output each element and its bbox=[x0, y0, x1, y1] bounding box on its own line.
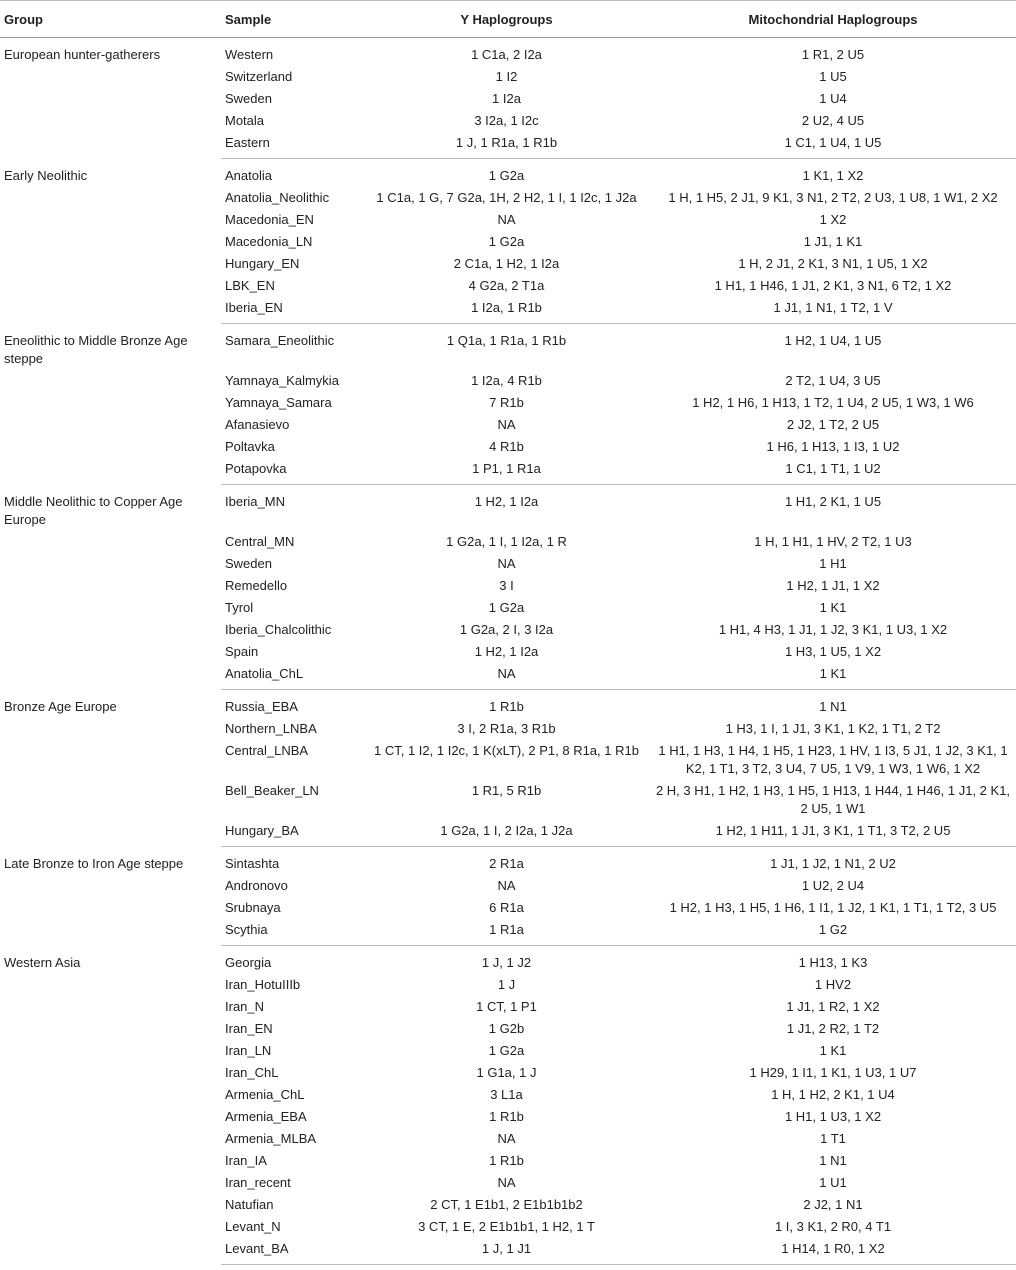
header-y-haplogroups: Y Haplogroups bbox=[363, 1, 650, 38]
mito-haplogroups: 1 H2, 1 H6, 1 H13, 1 T2, 1 U4, 2 U5, 1 W3, 1 W6 bbox=[692, 395, 974, 410]
mito-haplogroups: 1 U2, 2 U4 bbox=[801, 878, 865, 893]
sample-name: Iran_N bbox=[225, 999, 265, 1014]
group-name: Eneolithic to Middle Bronze Age steppe bbox=[4, 332, 188, 366]
sample-name: Yamnaya_Kalmykia bbox=[225, 373, 339, 388]
mito-haplogroups: 1 H6, 1 H13, 1 I3, 1 U2 bbox=[766, 439, 900, 454]
mito-haplogroups: 1 H13, 1 K3 bbox=[798, 955, 868, 970]
table-row bbox=[0, 159, 1016, 188]
sample-name: Potapovka bbox=[221, 458, 363, 485]
sample-name: Iberia_Chalcolithic bbox=[225, 622, 332, 637]
mito-haplogroups: 1 R1, 2 U5 bbox=[801, 47, 865, 62]
sample-name: Armenia_ChL bbox=[225, 1087, 305, 1102]
sample-name: Macedonia_EN bbox=[225, 212, 314, 227]
sample-name: Iran_HotuIIIb bbox=[225, 977, 301, 992]
y-haplogroups: 1 I2a, 4 R1b bbox=[471, 373, 542, 388]
sample-name: Russia_EBA bbox=[225, 699, 298, 714]
header-group: Group bbox=[0, 1, 221, 38]
y-haplogroups: 3 I2a, 1 I2c bbox=[474, 113, 539, 128]
mito-haplogroups: 1 U5 bbox=[819, 69, 847, 84]
sample-name: Iran_EN bbox=[225, 1021, 273, 1036]
group-name: Middle Neolithic to Copper Age Europe bbox=[4, 493, 183, 527]
sample-name: Bell_Beaker_LN bbox=[225, 783, 319, 798]
sample-name: Natufian bbox=[225, 1197, 274, 1212]
y-haplogroups: 2 R1a bbox=[489, 856, 524, 871]
mito-haplogroups: 1 J1, 1 K1 bbox=[803, 234, 863, 249]
mito-haplogroups: 1 J1, 1 R2, 1 X2 bbox=[786, 999, 880, 1014]
y-haplogroups: 2 C1a, 1 H2, 1 I2a bbox=[453, 256, 560, 271]
y-haplogroups: 1 I2 bbox=[495, 69, 518, 84]
sample-name: Sweden bbox=[225, 91, 272, 106]
y-haplogroups: 1 Q1a, 1 R1a, 1 R1b bbox=[446, 333, 567, 348]
group-name: Late Bronze to Iron Age steppe bbox=[4, 855, 184, 871]
y-haplogroups: 1 J, 1 R1a, 1 R1b bbox=[363, 132, 650, 159]
sample-name: Afanasievo bbox=[225, 417, 290, 432]
sample-name: Hungary_EN bbox=[225, 256, 300, 271]
sample-name: Iran_LN bbox=[225, 1043, 272, 1058]
y-haplogroups: 1 G2a bbox=[488, 600, 525, 615]
y-haplogroups: 1 CT, 1 P1 bbox=[476, 999, 537, 1014]
sample-name: LBK_EN bbox=[225, 278, 275, 293]
mito-haplogroups: 1 J1, 1 J2, 1 N1, 2 U2 bbox=[770, 856, 896, 871]
sample-name: Levant_N bbox=[225, 1219, 281, 1234]
table-body bbox=[0, 38, 1016, 1265]
sample-name: Iran_ChL bbox=[225, 1065, 279, 1080]
y-haplogroups: 3 I, 2 R1a, 3 R1b bbox=[457, 721, 556, 736]
y-haplogroups: 1 G2a bbox=[488, 168, 525, 183]
table-row bbox=[0, 847, 1016, 876]
table-row bbox=[0, 324, 1016, 371]
mito-haplogroups: 1 N1 bbox=[819, 699, 847, 714]
y-haplogroups: 1 G2b bbox=[488, 1021, 525, 1036]
mito-haplogroups: 2 J2, 1 N1 bbox=[803, 1197, 863, 1212]
sample-name: Sintashta bbox=[225, 856, 280, 871]
group-name: Bronze Age Europe bbox=[4, 698, 117, 714]
sample-name: Levant_BA bbox=[221, 1238, 363, 1265]
y-haplogroups: 1 I2a, 1 R1b bbox=[363, 297, 650, 324]
mito-haplogroups: 1 U1 bbox=[819, 1175, 847, 1190]
mito-haplogroups: 1 H1, 1 U3, 1 X2 bbox=[784, 1109, 882, 1124]
sample-name: Anatolia_ChL bbox=[221, 663, 363, 690]
mito-haplogroups: 2 T2, 1 U4, 3 U5 bbox=[785, 373, 881, 388]
sample-name: Hungary_BA bbox=[221, 820, 363, 847]
y-haplogroups: 7 R1b bbox=[489, 395, 524, 410]
y-haplogroups: 1 I2a bbox=[492, 91, 521, 106]
mito-haplogroups: 1 J1, 2 R2, 1 T2 bbox=[786, 1021, 880, 1036]
y-haplogroups: 1 CT, 1 I2, 1 I2c, 1 K(xLT), 2 P1, 8 R1a, 1 R1b bbox=[374, 743, 639, 758]
mito-haplogroups: 1 H, 2 J1, 2 K1, 3 N1, 1 U5, 1 X2 bbox=[738, 256, 928, 271]
y-haplogroups: 1 P1, 1 R1a bbox=[363, 458, 650, 485]
y-haplogroups: 1 G2a, 1 I, 2 I2a, 1 J2a bbox=[363, 820, 650, 847]
mito-haplogroups: 1 HV2 bbox=[814, 977, 852, 992]
sample-name: Tyrol bbox=[225, 600, 254, 615]
sample-name: Motala bbox=[225, 113, 265, 128]
sample-name: Poltavka bbox=[225, 439, 275, 454]
y-haplogroups: 1 R1a bbox=[363, 919, 650, 946]
y-haplogroups: 6 R1a bbox=[489, 900, 524, 915]
sample-name: Armenia_EBA bbox=[225, 1109, 307, 1124]
sample-name: Iran_recent bbox=[225, 1175, 291, 1190]
y-haplogroups: 4 R1b bbox=[489, 439, 524, 454]
y-haplogroups: 1 G2a, 2 I, 3 I2a bbox=[459, 622, 554, 637]
mito-haplogroups: 1 K1, 1 X2 bbox=[802, 168, 864, 183]
y-haplogroups: NA bbox=[497, 417, 516, 432]
sample-name: Anatolia bbox=[225, 168, 272, 183]
mito-haplogroups: 1 K1 bbox=[819, 600, 847, 615]
y-haplogroups: 3 I bbox=[499, 578, 514, 593]
mito-haplogroups: 1 K1 bbox=[819, 1043, 847, 1058]
mito-haplogroups: 1 I, 3 K1, 2 R0, 4 T1 bbox=[774, 1219, 892, 1234]
mito-haplogroups: 1 H2, 1 H3, 1 H5, 1 H6, 1 I1, 1 J2, 1 K1, 1 T1, 1 T2, 3 U5 bbox=[669, 900, 997, 915]
y-haplogroups: NA bbox=[363, 663, 650, 690]
mito-haplogroups: 1 G2 bbox=[650, 919, 1016, 946]
mito-haplogroups: 1 C1, 1 U4, 1 U5 bbox=[650, 132, 1016, 159]
sample-name: Central_LNBA bbox=[225, 743, 309, 758]
y-haplogroups: NA bbox=[497, 1131, 516, 1146]
sample-name: Remedello bbox=[225, 578, 288, 593]
y-haplogroups: 1 G2a bbox=[488, 234, 525, 249]
mito-haplogroups: 2 H, 3 H1, 1 H2, 1 H3, 1 H5, 1 H13, 1 H44, 1 H46, 1 J1, 2 K1, 2 U5, 1 W1 bbox=[655, 783, 1011, 816]
mito-haplogroups: 1 N1 bbox=[819, 1153, 847, 1168]
sample-name: Sweden bbox=[225, 556, 272, 571]
mito-haplogroups: 1 H, 1 H1, 1 HV, 2 T2, 1 U3 bbox=[754, 534, 912, 549]
sample-name: Armenia_MLBA bbox=[225, 1131, 317, 1146]
mito-haplogroups: 1 H2, 1 J1, 1 X2 bbox=[786, 578, 880, 593]
y-haplogroups: 1 J, 1 J1 bbox=[363, 1238, 650, 1265]
table-row bbox=[0, 690, 1016, 719]
group-name: European hunter-gatherers bbox=[4, 47, 161, 62]
mito-haplogroups: 1 T1 bbox=[820, 1131, 846, 1146]
sample-name: Samara_Eneolithic bbox=[225, 333, 335, 348]
sample-name: Anatolia_Neolithic bbox=[225, 190, 330, 205]
mito-haplogroups: 1 X2 bbox=[819, 212, 847, 227]
y-haplogroups: 1 G2a bbox=[488, 1043, 525, 1058]
sample-name: Spain bbox=[225, 644, 259, 659]
y-haplogroups: 3 CT, 1 E, 2 E1b1b1, 1 H2, 1 T bbox=[418, 1219, 595, 1234]
y-haplogroups: 3 L1a bbox=[490, 1087, 523, 1102]
mito-haplogroups: 2 U2, 4 U5 bbox=[801, 113, 865, 128]
y-haplogroups: 2 CT, 1 E1b1, 2 E1b1b1b2 bbox=[430, 1197, 583, 1212]
header-sample: Sample bbox=[221, 1, 363, 38]
sample-name: Northern_LNBA bbox=[225, 721, 317, 736]
mito-haplogroups: 1 H2, 1 U4, 1 U5 bbox=[784, 333, 882, 348]
table-row bbox=[0, 946, 1016, 975]
mito-haplogroups: 1 H2, 1 H11, 1 J1, 3 K1, 1 T1, 3 T2, 2 U5 bbox=[650, 820, 1016, 847]
y-haplogroups: 1 G2a, 1 I, 1 I2a, 1 R bbox=[446, 534, 567, 549]
y-haplogroups: NA bbox=[497, 556, 516, 571]
sample-name: Srubnaya bbox=[225, 900, 281, 915]
sample-name: Eastern bbox=[221, 132, 363, 159]
table-row bbox=[0, 38, 1016, 67]
mito-haplogroups: 1 H3, 1 U5, 1 X2 bbox=[784, 644, 882, 659]
sample-name: Macedonia_LN bbox=[225, 234, 313, 249]
y-haplogroups: 1 H2, 1 I2a bbox=[474, 644, 539, 659]
y-haplogroups: 1 J, 1 J2 bbox=[481, 955, 532, 970]
mito-haplogroups: 1 H1, 4 H3, 1 J1, 1 J2, 3 K1, 1 U3, 1 X2 bbox=[718, 622, 948, 637]
mito-haplogroups: 1 H14, 1 R0, 1 X2 bbox=[650, 1238, 1016, 1265]
sample-name: Iberia_MN bbox=[225, 494, 285, 509]
y-haplogroups: 1 R1b bbox=[489, 699, 524, 714]
sample-name: Yamnaya_Samara bbox=[225, 395, 332, 410]
y-haplogroups: NA bbox=[497, 878, 516, 893]
sample-name: Iberia_EN bbox=[221, 297, 363, 324]
sample-name: Scythia bbox=[221, 919, 363, 946]
header-mito-haplogroups: Mitochondrial Haplogroups bbox=[650, 1, 1016, 38]
mito-haplogroups: 1 H1, 1 H46, 1 J1, 2 K1, 3 N1, 6 T2, 1 X2 bbox=[714, 278, 952, 293]
mito-haplogroups: 1 J1, 1 N1, 1 T2, 1 V bbox=[650, 297, 1016, 324]
y-haplogroups: NA bbox=[497, 1175, 516, 1190]
sample-name: Western bbox=[225, 47, 274, 62]
mito-haplogroups: 1 C1, 1 T1, 1 U2 bbox=[650, 458, 1016, 485]
sample-name: Georgia bbox=[225, 955, 272, 970]
mito-haplogroups: 1 H29, 1 I1, 1 K1, 1 U3, 1 U7 bbox=[749, 1065, 917, 1080]
group-name: Early Neolithic bbox=[4, 167, 88, 183]
sample-name: Iran_IA bbox=[225, 1153, 267, 1168]
mito-haplogroups: 1 H, 1 H5, 2 J1, 9 K1, 3 N1, 2 T2, 2 U3, 1 U8, 1 W1, 2 X2 bbox=[668, 190, 998, 205]
y-haplogroups: 1 C1a, 1 G, 7 G2a, 1H, 2 H2, 1 I, 1 I2c, 1 J2a bbox=[376, 190, 637, 205]
y-haplogroups: 1 J bbox=[497, 977, 516, 992]
mito-haplogroups: 1 H, 1 H2, 2 K1, 1 U4 bbox=[771, 1087, 895, 1102]
sample-name: Central_MN bbox=[225, 534, 295, 549]
y-haplogroups: 1 H2, 1 I2a bbox=[474, 494, 539, 509]
mito-haplogroups: 1 H1, 2 K1, 1 U5 bbox=[784, 494, 882, 509]
sample-name: Andronovo bbox=[225, 878, 288, 893]
mito-haplogroups: 2 J2, 1 T2, 2 U5 bbox=[786, 417, 880, 432]
y-haplogroups: 1 C1a, 2 I2a bbox=[471, 47, 542, 62]
sample-name: Switzerland bbox=[225, 69, 293, 84]
y-haplogroups: 1 R1, 5 R1b bbox=[471, 783, 542, 798]
table-row bbox=[0, 485, 1016, 532]
y-haplogroups: 1 R1b bbox=[489, 1109, 524, 1124]
group-name: Western Asia bbox=[4, 954, 81, 970]
y-haplogroups: NA bbox=[497, 212, 516, 227]
y-haplogroups: 1 G1a, 1 J bbox=[476, 1065, 537, 1080]
mito-haplogroups: 1 H1, 1 H3, 1 H4, 1 H5, 1 H23, 1 HV, 1 I3, 5 J1, 1 J2, 3 K1, 1 K2, 1 T1, 3 T2, 3 U4, 7 U5, 1 V9, 1 W3, 1 W6, 1 X2 bbox=[658, 743, 1008, 776]
mito-haplogroups: 1 H3, 1 I, 1 J1, 3 K1, 1 K2, 1 T1, 2 T2 bbox=[725, 721, 941, 736]
mito-haplogroups: 1 K1 bbox=[650, 663, 1016, 690]
y-haplogroups: 4 G2a, 2 T1a bbox=[468, 278, 545, 293]
mito-haplogroups: 1 H1 bbox=[819, 556, 847, 571]
header-row bbox=[0, 1, 1016, 38]
mito-haplogroups: 1 U4 bbox=[819, 91, 847, 106]
y-haplogroups: 1 R1b bbox=[489, 1153, 524, 1168]
